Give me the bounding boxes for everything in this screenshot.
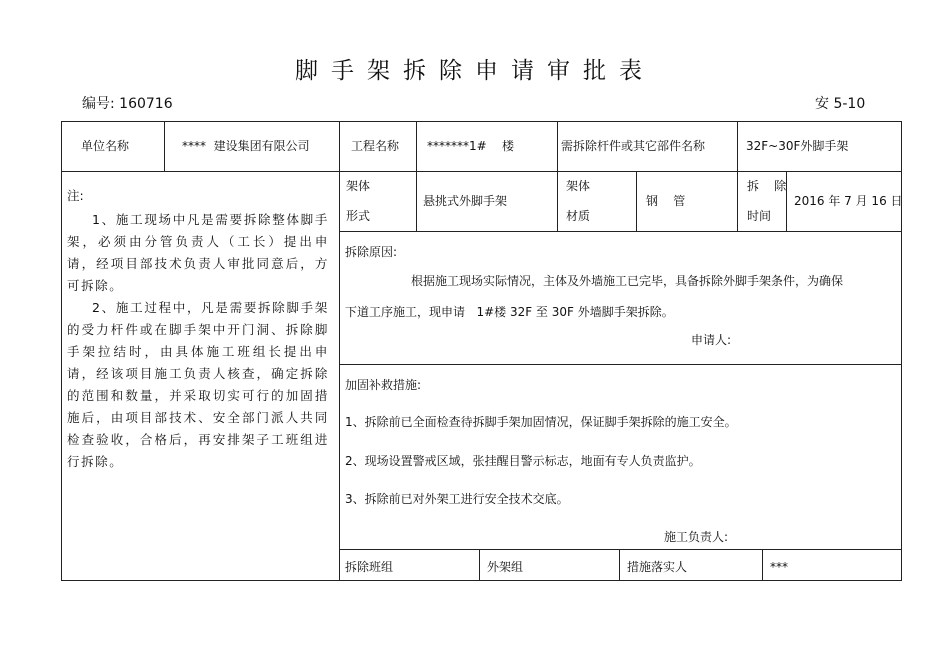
table-border-left — [61, 121, 62, 581]
frame-form-label-line1: 架体 — [346, 179, 371, 193]
frame-form-value: 悬挑式外脚手架 — [423, 194, 508, 208]
table-border-top — [61, 121, 902, 122]
col-divider — [164, 121, 165, 171]
form-code: 安 5-10 — [815, 96, 866, 112]
parts-name-value: 32F~30F外脚手架 — [746, 139, 849, 153]
row-divider — [339, 231, 902, 232]
row-divider — [61, 171, 902, 172]
removal-team-value: 外架组 — [487, 560, 524, 574]
form-title: 脚手架拆除申请审批表 — [295, 58, 655, 84]
col-divider — [619, 549, 620, 581]
reason-line-1: 根据施工现场实际情况，主体及外墙施工已完毕，具备拆除外脚手架条件，为确保 — [411, 274, 844, 288]
reason-line-2: 下道工序施工，现申请 1#楼 32F 至 30F 外墙脚手架拆除。 — [345, 305, 674, 319]
responsible-label: 施工负责人: — [664, 530, 729, 544]
measure-item-3: 3、拆除前已对外架工进行安全技术交底。 — [345, 492, 569, 506]
col-divider — [762, 549, 763, 581]
col-divider — [416, 121, 417, 231]
measure-item-2: 2、现场设置警戒区域，张挂醒目警示标志，地面有专人负责监护。 — [345, 454, 701, 468]
col-divider — [636, 171, 637, 231]
col-divider — [737, 121, 738, 231]
col-divider — [339, 121, 340, 581]
implementer-value: *** — [770, 560, 788, 574]
measures-label: 加固补救措施: — [345, 378, 422, 392]
parts-name-label: 需拆除杆件或其它部件名称 — [561, 139, 706, 153]
measure-item-1: 1、拆除前已全面检查待拆脚手架加固情况，保证脚手架拆除的施工安全。 — [345, 415, 737, 429]
frame-material-label-line1: 架体 — [566, 179, 591, 193]
reason-label: 拆除原因: — [345, 245, 398, 259]
removal-team-label: 拆除班组 — [345, 560, 394, 574]
col-divider — [557, 121, 558, 231]
col-divider — [479, 549, 480, 581]
frame-form-label-line2: 形式 — [346, 209, 371, 223]
removal-time-label-line2: 时间 — [747, 209, 772, 223]
implementer-label: 措施落实人 — [627, 560, 688, 574]
row-divider — [339, 364, 902, 365]
removal-time-value: 2016 年 7 月 16 日 — [794, 194, 903, 208]
frame-material-value: 钢 管 — [646, 194, 686, 208]
unit-name-value: **** 建设集团有限公司 — [182, 139, 310, 153]
unit-name-label: 单位名称 — [81, 139, 130, 153]
removal-time-label-line1: 拆 除 — [747, 179, 787, 193]
serial-number: 编号: 160716 — [82, 96, 173, 112]
row-divider — [339, 549, 902, 550]
note-item-1: 1、施工现场中凡是需要拆除整体脚手架，必须由分管负责人（工长）提出申请，经项目部技术负责人审批同意后，方可拆除。 — [67, 212, 329, 293]
note-item-2: 2、施工过程中，凡是需要拆除脚手架的受力杆件或在脚手架中开门洞、拆除脚手架拉结时，由具体施工班组长提出申请，经该项目施工负责人核查，确定拆除的范围和数量，并采取切实可行的加固措施后，由项目部技术、安全部门派人共同检查验收，合格后，再安排架子工班组进行拆除。 — [67, 300, 329, 469]
project-name-label: 工程名称 — [351, 139, 400, 153]
applicant-label: 申请人: — [691, 333, 732, 347]
notes-block — [67, 185, 329, 473]
table-border-bottom — [61, 580, 902, 581]
notes-heading: 注: — [67, 188, 84, 203]
table-border-right — [901, 121, 902, 581]
frame-material-label-line2: 材质 — [566, 209, 591, 223]
project-name-value: *******1# 楼 — [427, 139, 514, 153]
